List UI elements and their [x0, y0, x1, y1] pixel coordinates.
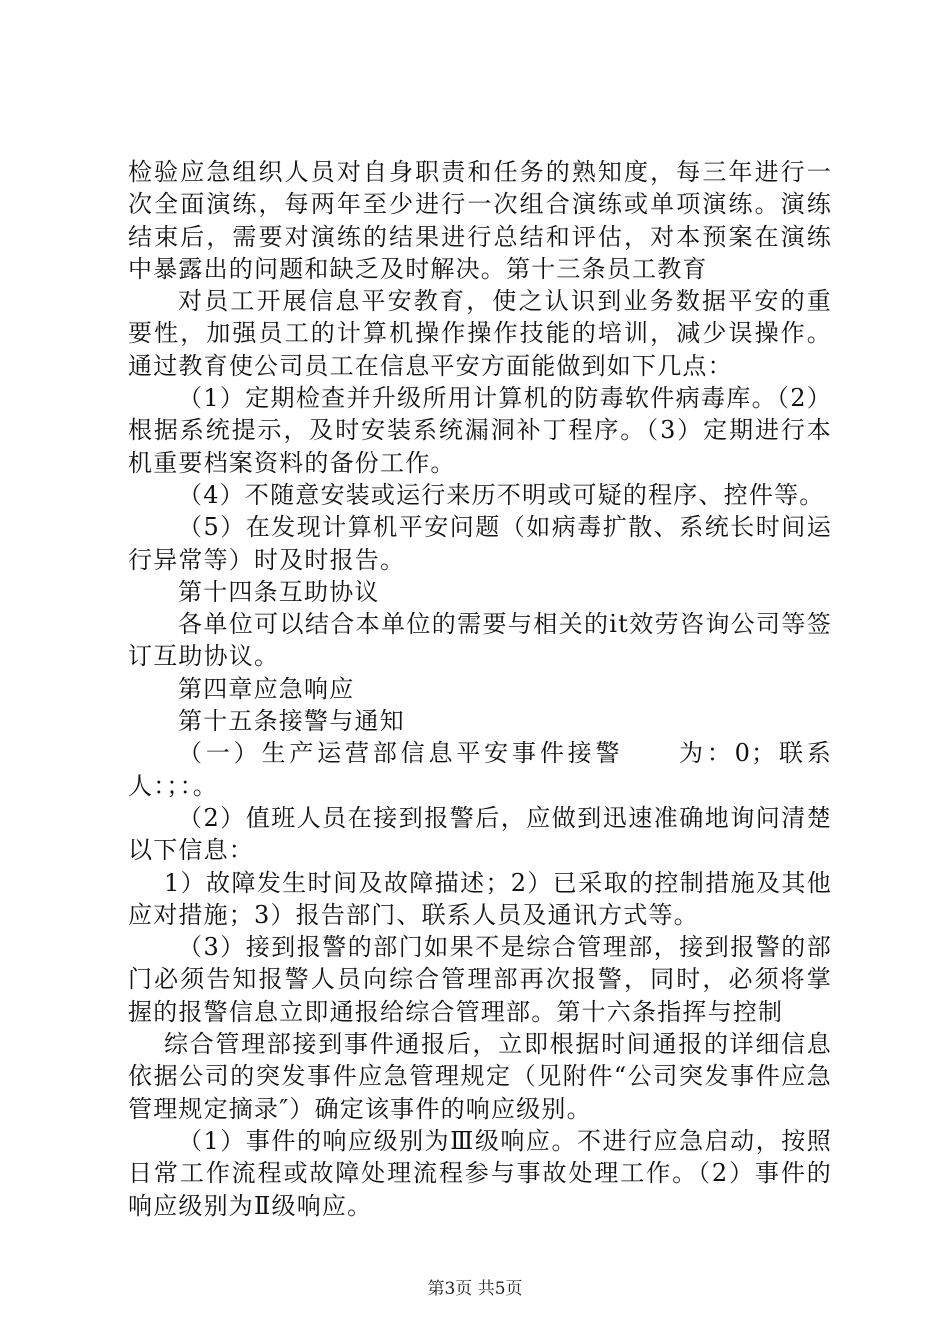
heading-article-15: 第十五条接警与通知: [178, 707, 405, 736]
document-body: [128, 156, 832, 1222]
paragraph-receiving-dept: （3）接到报警的部门如果不是综合管理部，接到报警的部门必须告知报警人员向综合管理部再次报警，同时，必须将掌握的报警信息立即通报给综合管理部。第十六条指挥与控制: [128, 933, 832, 1026]
paragraph-mutual-aid: 各单位可以结合本单位的需要与相关的it效劳咨询公司等签订互助协议。: [128, 610, 832, 671]
paragraph-point-4: （4）不随意安装或运行来历不明或可疑的程序、控件等。: [178, 480, 825, 509]
paragraph-level-3-response: （1）事件的响应级别为Ⅲ级响应。不进行应急启动，按照日常工作流程或故障处理流程参与事故处理工作。（2）事件的响应级别为Ⅱ级响应。: [128, 1126, 832, 1220]
heading-article-14: 第十四条互助协议: [178, 577, 380, 606]
paragraph-duty-staff: （2）值班人员在接到报警后，应做到迅速准确地询问清楚以下信息：: [128, 803, 832, 865]
paragraph-drill-evaluation: 检验应急组织人员对自身职责和任务的熟知度，每三年进行一次全面演练，每两年至少进行一次组合演练或单项演练。演练结束后，需要对演练的结果进行总结和评估，对本预案在演练中暴露出的问题和缺乏及时解决。第十三条员工教育: [128, 158, 832, 283]
paragraph-point-5: （5）在发现计算机平安问题（如病毒扩散、系统长时间运行异常等）时及时报告。: [128, 513, 832, 574]
page-footer: 第3页 共5页: [427, 1279, 523, 1299]
paragraph-fault-info: 1）故障发生时间及故障描述；2）已采取的控制措施及其他应对措施；3）报告部门、联系人员及通讯方式等。: [128, 868, 832, 929]
heading-chapter-4: 第四章应急响应: [178, 674, 355, 703]
paragraph-education-points: （1）定期检查并升级所用计算机的防毒软件病毒库。（2）根据系统提示，及时安装系统漏洞补丁程序。（3）定期进行本机重要档案资料的备份工作。: [128, 384, 832, 477]
paragraph-alarm-contact: （一）生产运营部信息平安事件接警 为：0；联系人：；：。: [128, 739, 832, 800]
paragraph-staff-education: 对员工开展信息平安教育，使之认识到业务数据平安的重要性，加强员工的计算机操作操作技能的培训，减少误操作。通过教育使公司员工在信息平安方面能做到如下几点：: [128, 287, 832, 380]
paragraph-response-level: 综合管理部接到事件通报后，立即根据时间通报的详细信息依据公司的突发事件应急管理规定（见附件“公司突发事件应急管理规定摘录″）确定该事件的响应级别。: [128, 1030, 832, 1123]
